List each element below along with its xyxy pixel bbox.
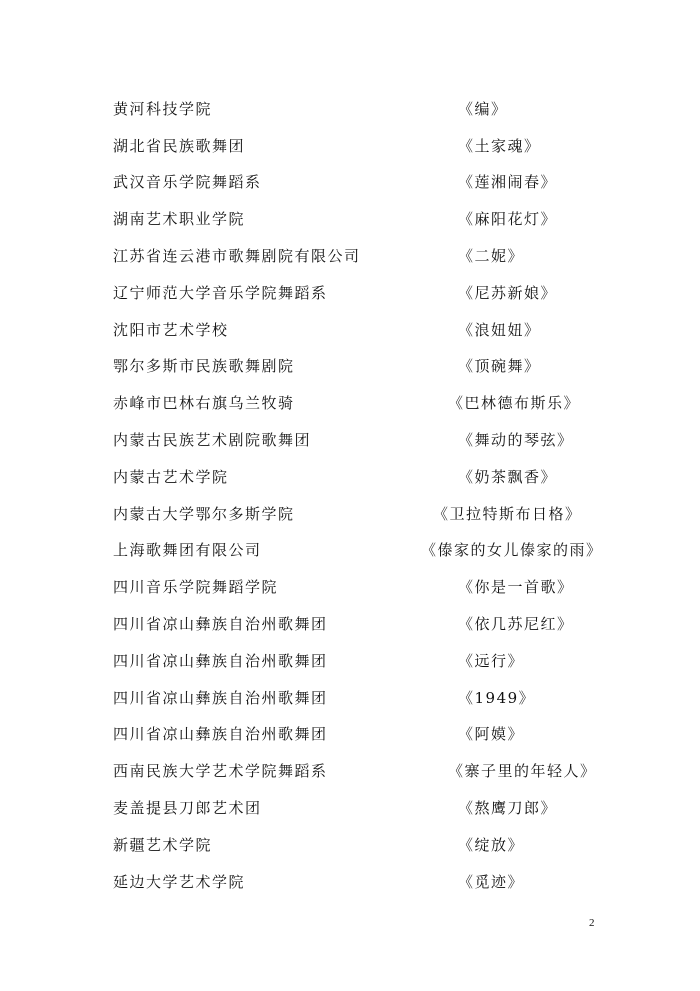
- work-title: 《奶茶飘香》: [458, 467, 558, 486]
- list-item: [113, 348, 613, 385]
- work-title: 《你是一首歌》: [458, 578, 574, 597]
- list-item: [113, 605, 613, 642]
- organization-name: 武汉音乐学院舞蹈系: [113, 173, 262, 192]
- organization-name: 延边大学艺术学院: [113, 872, 246, 891]
- work-title: 《浪妞妞》: [458, 320, 541, 339]
- organization-name: 江苏省连云港市歌舞剧院有限公司: [113, 247, 361, 266]
- list-item: [113, 532, 613, 569]
- work-title: 《莲湘闹春》: [458, 173, 558, 192]
- list-item: [113, 458, 613, 495]
- organization-name: 四川省凉山彝族自治州歌舞团: [113, 651, 328, 670]
- organization-name: 四川音乐学院舞蹈学院: [113, 578, 279, 597]
- organization-name: 新疆艺术学院: [113, 835, 213, 854]
- work-title: 《顶碗舞》: [458, 357, 541, 376]
- organization-name: 辽宁师范大学音乐学院舞蹈系: [113, 283, 328, 302]
- organization-name: 黄河科技学院: [113, 99, 213, 118]
- list-item: [113, 384, 613, 421]
- work-title: 《编》: [458, 99, 508, 118]
- organization-name: 鄂尔多斯市民族歌舞剧院: [113, 357, 295, 376]
- list-item: [113, 127, 613, 164]
- organization-name: 内蒙古艺术学院: [113, 467, 229, 486]
- list-item: [113, 863, 613, 900]
- program-list: [113, 90, 613, 900]
- organization-name: 沈阳市艺术学校: [113, 320, 229, 339]
- work-title: 《绽放》: [458, 835, 525, 854]
- list-item: [113, 421, 613, 458]
- list-item: [113, 200, 613, 237]
- work-title: 《远行》: [458, 651, 525, 670]
- list-item: [113, 789, 613, 826]
- organization-name: 上海歌舞团有限公司: [113, 541, 262, 560]
- list-item: [113, 311, 613, 348]
- list-item: [113, 274, 613, 311]
- work-title: 《熬鹰刀郎》: [458, 799, 558, 818]
- organization-name: 四川省凉山彝族自治州歌舞团: [113, 688, 328, 707]
- work-title: 《1949》: [458, 688, 536, 707]
- organization-name: 湖南艺术职业学院: [113, 210, 246, 229]
- page-number: 2: [589, 917, 595, 929]
- work-title: 《卫拉特斯布日格》: [433, 504, 582, 523]
- work-title: 《二妮》: [458, 247, 525, 266]
- work-title: 《舞动的琴弦》: [458, 431, 574, 450]
- list-item: [113, 164, 613, 201]
- organization-name: 赤峰市巴林右旗乌兰牧骑: [113, 394, 295, 413]
- list-item: [113, 495, 613, 532]
- work-title: 《巴林德布斯乐》: [448, 394, 581, 413]
- work-title: 《阿嫫》: [458, 725, 525, 744]
- organization-name: 内蒙古大学鄂尔多斯学院: [113, 504, 295, 523]
- work-title: 《土家魂》: [458, 136, 541, 155]
- work-title: 《傣家的女儿傣家的雨》: [421, 541, 603, 560]
- list-item: [113, 568, 613, 605]
- organization-name: 麦盖提县刀郎艺术团: [113, 799, 262, 818]
- work-title: 《尼苏新娘》: [458, 283, 558, 302]
- work-title: 《寨子里的年轻人》: [448, 762, 597, 781]
- list-item: [113, 237, 613, 274]
- work-title: 《麻阳花灯》: [458, 210, 558, 229]
- list-item: [113, 90, 613, 127]
- organization-name: 内蒙古民族艺术剧院歌舞团: [113, 431, 312, 450]
- list-item: [113, 642, 613, 679]
- work-title: 《依几苏尼红》: [458, 615, 574, 634]
- organization-name: 湖北省民族歌舞团: [113, 136, 246, 155]
- list-item: [113, 679, 613, 716]
- list-item: [113, 752, 613, 789]
- list-item: [113, 716, 613, 753]
- organization-name: 四川省凉山彝族自治州歌舞团: [113, 725, 328, 744]
- work-title: 《觅迹》: [458, 872, 525, 891]
- list-item: [113, 826, 613, 863]
- organization-name: 西南民族大学艺术学院舞蹈系: [113, 762, 328, 781]
- organization-name: 四川省凉山彝族自治州歌舞团: [113, 615, 328, 634]
